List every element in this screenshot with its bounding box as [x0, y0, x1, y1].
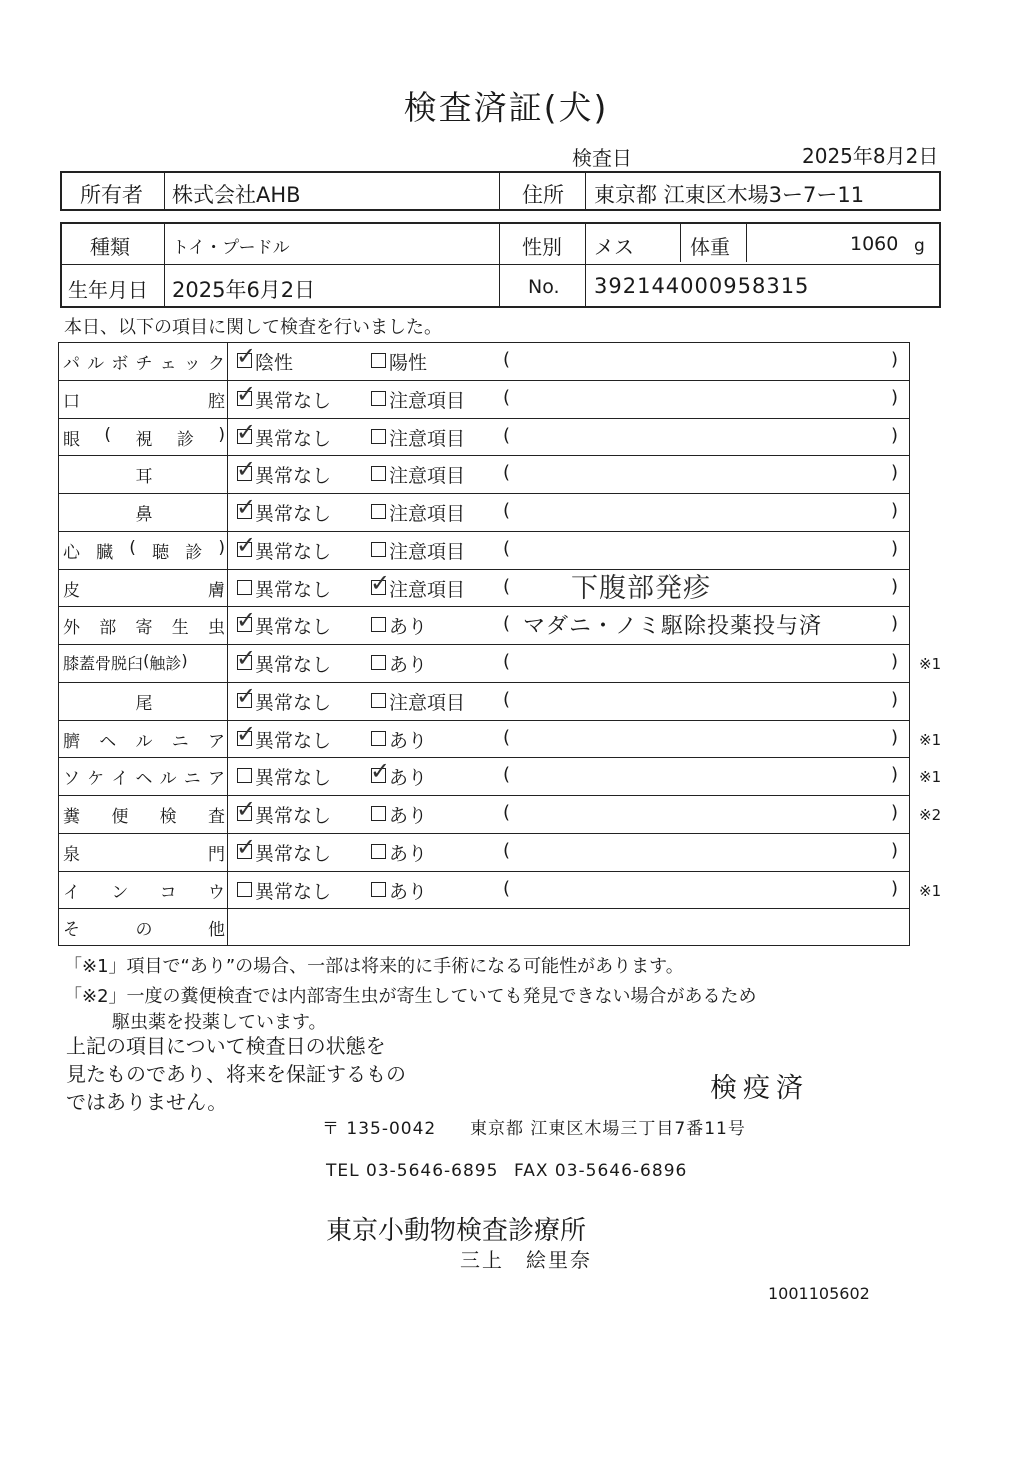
- option-1-label: 異常なし: [255, 427, 332, 450]
- option-1-label: 異常なし: [255, 389, 332, 412]
- checkbox-option-1[interactable]: [236, 719, 257, 748]
- checklist-row: [59, 719, 942, 759]
- postal-code: 〒 135-0042: [322, 1119, 437, 1139]
- note-open-paren: (: [503, 349, 511, 370]
- note-open-paren: (: [503, 462, 511, 484]
- option-2-label: あり: [389, 880, 428, 903]
- disclaimer-statement: [66, 1032, 406, 1116]
- checklist-row: [59, 494, 909, 532]
- check-mark-icon: ✓: [236, 644, 257, 672]
- note-close-paren: ): [891, 688, 899, 710]
- checklist-row: [59, 381, 909, 419]
- breed-value: トイ・プードル: [172, 238, 290, 258]
- option-2-label: あり: [389, 654, 428, 676]
- checkbox-option-2[interactable]: [371, 882, 386, 897]
- remark-marker: ※1: [919, 881, 942, 900]
- checkbox-option-2[interactable]: [371, 504, 386, 519]
- exam-date-value: 2025年8月2日: [802, 144, 939, 168]
- document-title: 検査済証(犬): [403, 88, 609, 127]
- checkbox-option-1[interactable]: [236, 342, 257, 370]
- checkbox-option-2[interactable]: [371, 806, 386, 821]
- note-open-paren: (: [503, 651, 511, 672]
- option-1-label: 異常なし: [255, 578, 332, 601]
- no-label: No.: [528, 276, 560, 298]
- checkbox-option-1[interactable]: [236, 455, 257, 484]
- option-2-label: 注意項目: [389, 578, 466, 601]
- remark-marker: ※1: [919, 730, 942, 749]
- checklist-item-label: 糞 便 検 査: [63, 807, 225, 827]
- footnote-2: 「※2」一度の糞便検査では内部寄生虫が寄生していても発見できない場合があるため: [64, 986, 757, 1007]
- option-1-label: 異常なし: [255, 767, 332, 790]
- animal-info-box: [60, 222, 941, 308]
- option-1-label: 陰性: [255, 352, 294, 374]
- serial-number: 1001105602: [768, 1284, 870, 1303]
- note-close-paren: ): [891, 424, 899, 446]
- checkbox-option-2[interactable]: [371, 466, 386, 481]
- weight-unit: g: [914, 236, 925, 256]
- footnote-2-cont: 駆虫薬を投薬しています。: [112, 1012, 327, 1033]
- checklist-row: [59, 456, 909, 494]
- check-mark-icon: ✓: [236, 455, 257, 484]
- checkbox-option-2[interactable]: [371, 693, 386, 708]
- checkbox-option-2[interactable]: [371, 655, 386, 670]
- check-mark-icon: ✓: [236, 530, 257, 559]
- check-mark-icon: ✓: [236, 379, 257, 408]
- checklist-item-label: 臍 ヘ ル ニ ア: [63, 731, 225, 752]
- checklist-item-label: 口 腔: [63, 391, 225, 412]
- checklist-row: [59, 607, 909, 645]
- checkbox-option-1[interactable]: [236, 795, 257, 823]
- note-open-paren: (: [503, 839, 511, 861]
- note-close-paren: ): [891, 462, 899, 484]
- checkbox-option-1[interactable]: [236, 417, 257, 446]
- checklist-row: [59, 644, 942, 683]
- checkbox-option-2[interactable]: [371, 844, 386, 859]
- footnote-1: 「※1」項目で“あり”の場合、一部は将来的に手術になる可能性があります。: [64, 956, 684, 977]
- footnotes: [64, 952, 864, 1034]
- check-mark-icon: ✓: [370, 757, 391, 786]
- checklist-item-label: 膝 蓋 骨 脱 臼 ( 触 診 ): [63, 651, 188, 673]
- owner-label: 所有者: [80, 183, 143, 207]
- note-open-paren: (: [503, 877, 511, 899]
- checkbox-option-1[interactable]: [237, 768, 252, 783]
- note-close-paren: ): [891, 349, 899, 370]
- disclaimer-line: 見たものであり、将来を保証するもの: [66, 1062, 406, 1086]
- checklist-item-label: 心 臓 ( 聴 診 ): [63, 537, 225, 563]
- check-mark-icon: ✓: [236, 795, 257, 823]
- sex-label: 性別: [522, 235, 562, 259]
- clinic-fax: FAX 03-5646-6896: [514, 1161, 688, 1181]
- note-open-paren: (: [503, 688, 511, 710]
- option-2-label: あり: [389, 767, 428, 790]
- checklist-item-label: パ ル ボ チ ェ ッ ク: [63, 354, 225, 374]
- note-close-paren: ): [891, 764, 899, 786]
- checklist-item-label: ソ ケ イ ヘ ル ニ ア: [63, 769, 225, 790]
- checklist-item-label: 外 部 寄 生 虫: [63, 618, 225, 639]
- checklist-row: [59, 570, 909, 608]
- checkbox-option-1[interactable]: [236, 379, 257, 408]
- option-2-label: 注意項目: [389, 465, 466, 488]
- option-2-label: 注意項目: [389, 503, 466, 525]
- note-open-paren: (: [503, 500, 511, 521]
- checklist-item-label: 泉 門: [63, 844, 225, 865]
- disclaimer-line: 上記の項目について検査日の状態を: [66, 1034, 386, 1058]
- option-1-label: 異常なし: [255, 842, 332, 865]
- breed-label: 種類: [90, 235, 130, 259]
- option-2-label: 注意項目: [389, 540, 466, 563]
- option-1-label: 異常なし: [255, 465, 332, 488]
- note-close-paren: ): [891, 575, 899, 597]
- note-close-paren: ): [891, 500, 899, 521]
- option-1-label: 異常なし: [255, 654, 332, 676]
- option-2-label: 陽性: [389, 352, 428, 374]
- checklist-item-label: 尾: [135, 693, 153, 714]
- checkbox-option-2[interactable]: [371, 391, 386, 406]
- checkbox-option-1[interactable]: [236, 681, 257, 710]
- option-1-label: 異常なし: [255, 503, 332, 525]
- note-close-paren: ): [891, 726, 899, 748]
- checklist-row: [59, 909, 909, 947]
- checkbox-option-1[interactable]: [236, 530, 257, 559]
- checklist-item-label: そ の 他: [63, 920, 225, 941]
- checkbox-option-2[interactable]: [370, 757, 391, 786]
- address-label: 住所: [522, 183, 564, 207]
- check-mark-icon: ✓: [236, 342, 257, 370]
- checkbox-option-1[interactable]: [237, 580, 252, 595]
- checklist-table: [58, 342, 942, 946]
- note-open-paren: (: [503, 575, 511, 597]
- note-close-paren: ): [891, 802, 899, 823]
- check-mark-icon: ✓: [370, 568, 391, 597]
- note-close-paren: ): [891, 839, 899, 861]
- note-open-paren: (: [503, 764, 511, 786]
- checklist-row: [59, 872, 942, 910]
- checklist-item-label: 鼻: [135, 505, 153, 525]
- note-close-paren: ): [891, 651, 899, 672]
- check-mark-icon: ✓: [236, 719, 257, 748]
- note-open-paren: (: [503, 537, 511, 559]
- checkbox-option-2[interactable]: [371, 353, 386, 368]
- option-2-label: あり: [389, 805, 428, 827]
- note-close-paren: ): [891, 613, 899, 635]
- note-close-paren: ): [891, 537, 899, 559]
- option-1-label: 異常なし: [255, 540, 332, 563]
- note-open-paren: (: [503, 802, 511, 823]
- sex-value: メス: [594, 235, 634, 259]
- check-mark-icon: ✓: [236, 681, 257, 710]
- address-value: 東京都 江東区木場3ー7ー11: [594, 183, 865, 207]
- checklist-row: [59, 795, 942, 834]
- checkbox-option-2[interactable]: [370, 568, 391, 597]
- checkbox-option-1[interactable]: [237, 882, 252, 897]
- vet-name: 三上 絵里奈: [460, 1248, 592, 1272]
- remark-marker: ※1: [919, 655, 942, 673]
- note-close-paren: ): [891, 386, 899, 408]
- note-open-paren: (: [503, 726, 511, 748]
- note-close-paren: ): [891, 877, 899, 899]
- checklist-row: [59, 419, 909, 457]
- owner-box: [60, 171, 941, 211]
- checklist-item-label: 皮 膚: [63, 580, 225, 601]
- check-mark-icon: ✓: [236, 606, 257, 635]
- intro-text: 本日、以下の項目に関して検査を行いました。: [64, 317, 442, 338]
- checkbox-option-1[interactable]: [236, 493, 257, 521]
- checkbox-option-2[interactable]: [371, 617, 386, 632]
- option-2-label: あり: [389, 729, 428, 752]
- remark-marker: ※2: [919, 806, 942, 824]
- finding-note: 下腹部発疹: [571, 572, 711, 604]
- check-mark-icon: ✓: [236, 417, 257, 446]
- checkbox-option-2[interactable]: [371, 542, 386, 557]
- note-open-paren: (: [503, 386, 511, 408]
- checkbox-option-1[interactable]: [236, 832, 257, 861]
- option-1-label: 異常なし: [255, 729, 332, 752]
- check-mark-icon: ✓: [236, 832, 257, 861]
- owner-value: 株式会社AHB: [172, 183, 301, 207]
- weight-label: 体重: [690, 235, 730, 259]
- checklist-row: [59, 834, 909, 872]
- option-2-label: 注意項目: [389, 427, 466, 450]
- disclaimer-line: ではありません。: [66, 1090, 228, 1114]
- checklist-row: [59, 343, 909, 381]
- option-2-label: 注意項目: [389, 389, 466, 412]
- no-value: 392144000958315: [594, 274, 810, 298]
- remark-marker: ※1: [919, 768, 942, 787]
- option-2-label: あり: [389, 616, 428, 639]
- note-open-paren: (: [503, 424, 511, 446]
- checkbox-option-1[interactable]: [236, 644, 257, 672]
- clinic-name: 東京小動物検査診療所: [326, 1216, 587, 1246]
- clinic-address: 東京都 江東区木場三丁目7番11号: [470, 1119, 746, 1139]
- checkbox-option-2[interactable]: [371, 731, 386, 746]
- option-1-label: 異常なし: [255, 805, 332, 827]
- checkbox-option-2[interactable]: [371, 429, 386, 444]
- check-mark-icon: ✓: [236, 493, 257, 521]
- option-2-label: あり: [389, 842, 428, 865]
- checklist-item-label: 耳: [135, 467, 153, 488]
- weight-value: 1060: [850, 233, 899, 255]
- birth-label: 生年月日: [68, 278, 148, 302]
- checklist-row: [59, 757, 942, 796]
- note-open-paren: (: [503, 613, 511, 635]
- quarantine-stamp-text: 検疫済: [710, 1073, 809, 1104]
- birth-value: 2025年6月2日: [172, 278, 316, 302]
- checkbox-option-1[interactable]: [236, 606, 257, 635]
- finding-note: マダニ・ノミ駆除投薬投与済: [523, 614, 823, 640]
- checklist-item-label: イ ン コ ウ: [63, 882, 225, 903]
- option-2-label: 注意項目: [389, 691, 466, 714]
- option-1-label: 異常なし: [255, 616, 332, 639]
- checklist-row: [59, 683, 909, 721]
- option-1-label: 異常なし: [255, 691, 332, 714]
- clinic-tel: TEL 03-5646-6895: [326, 1161, 499, 1181]
- option-1-label: 異常なし: [255, 880, 332, 903]
- exam-date-label: 検査日: [572, 146, 632, 170]
- checklist-item-label: 眼 ( 視 診 ): [63, 424, 225, 450]
- checklist-row: [59, 532, 909, 570]
